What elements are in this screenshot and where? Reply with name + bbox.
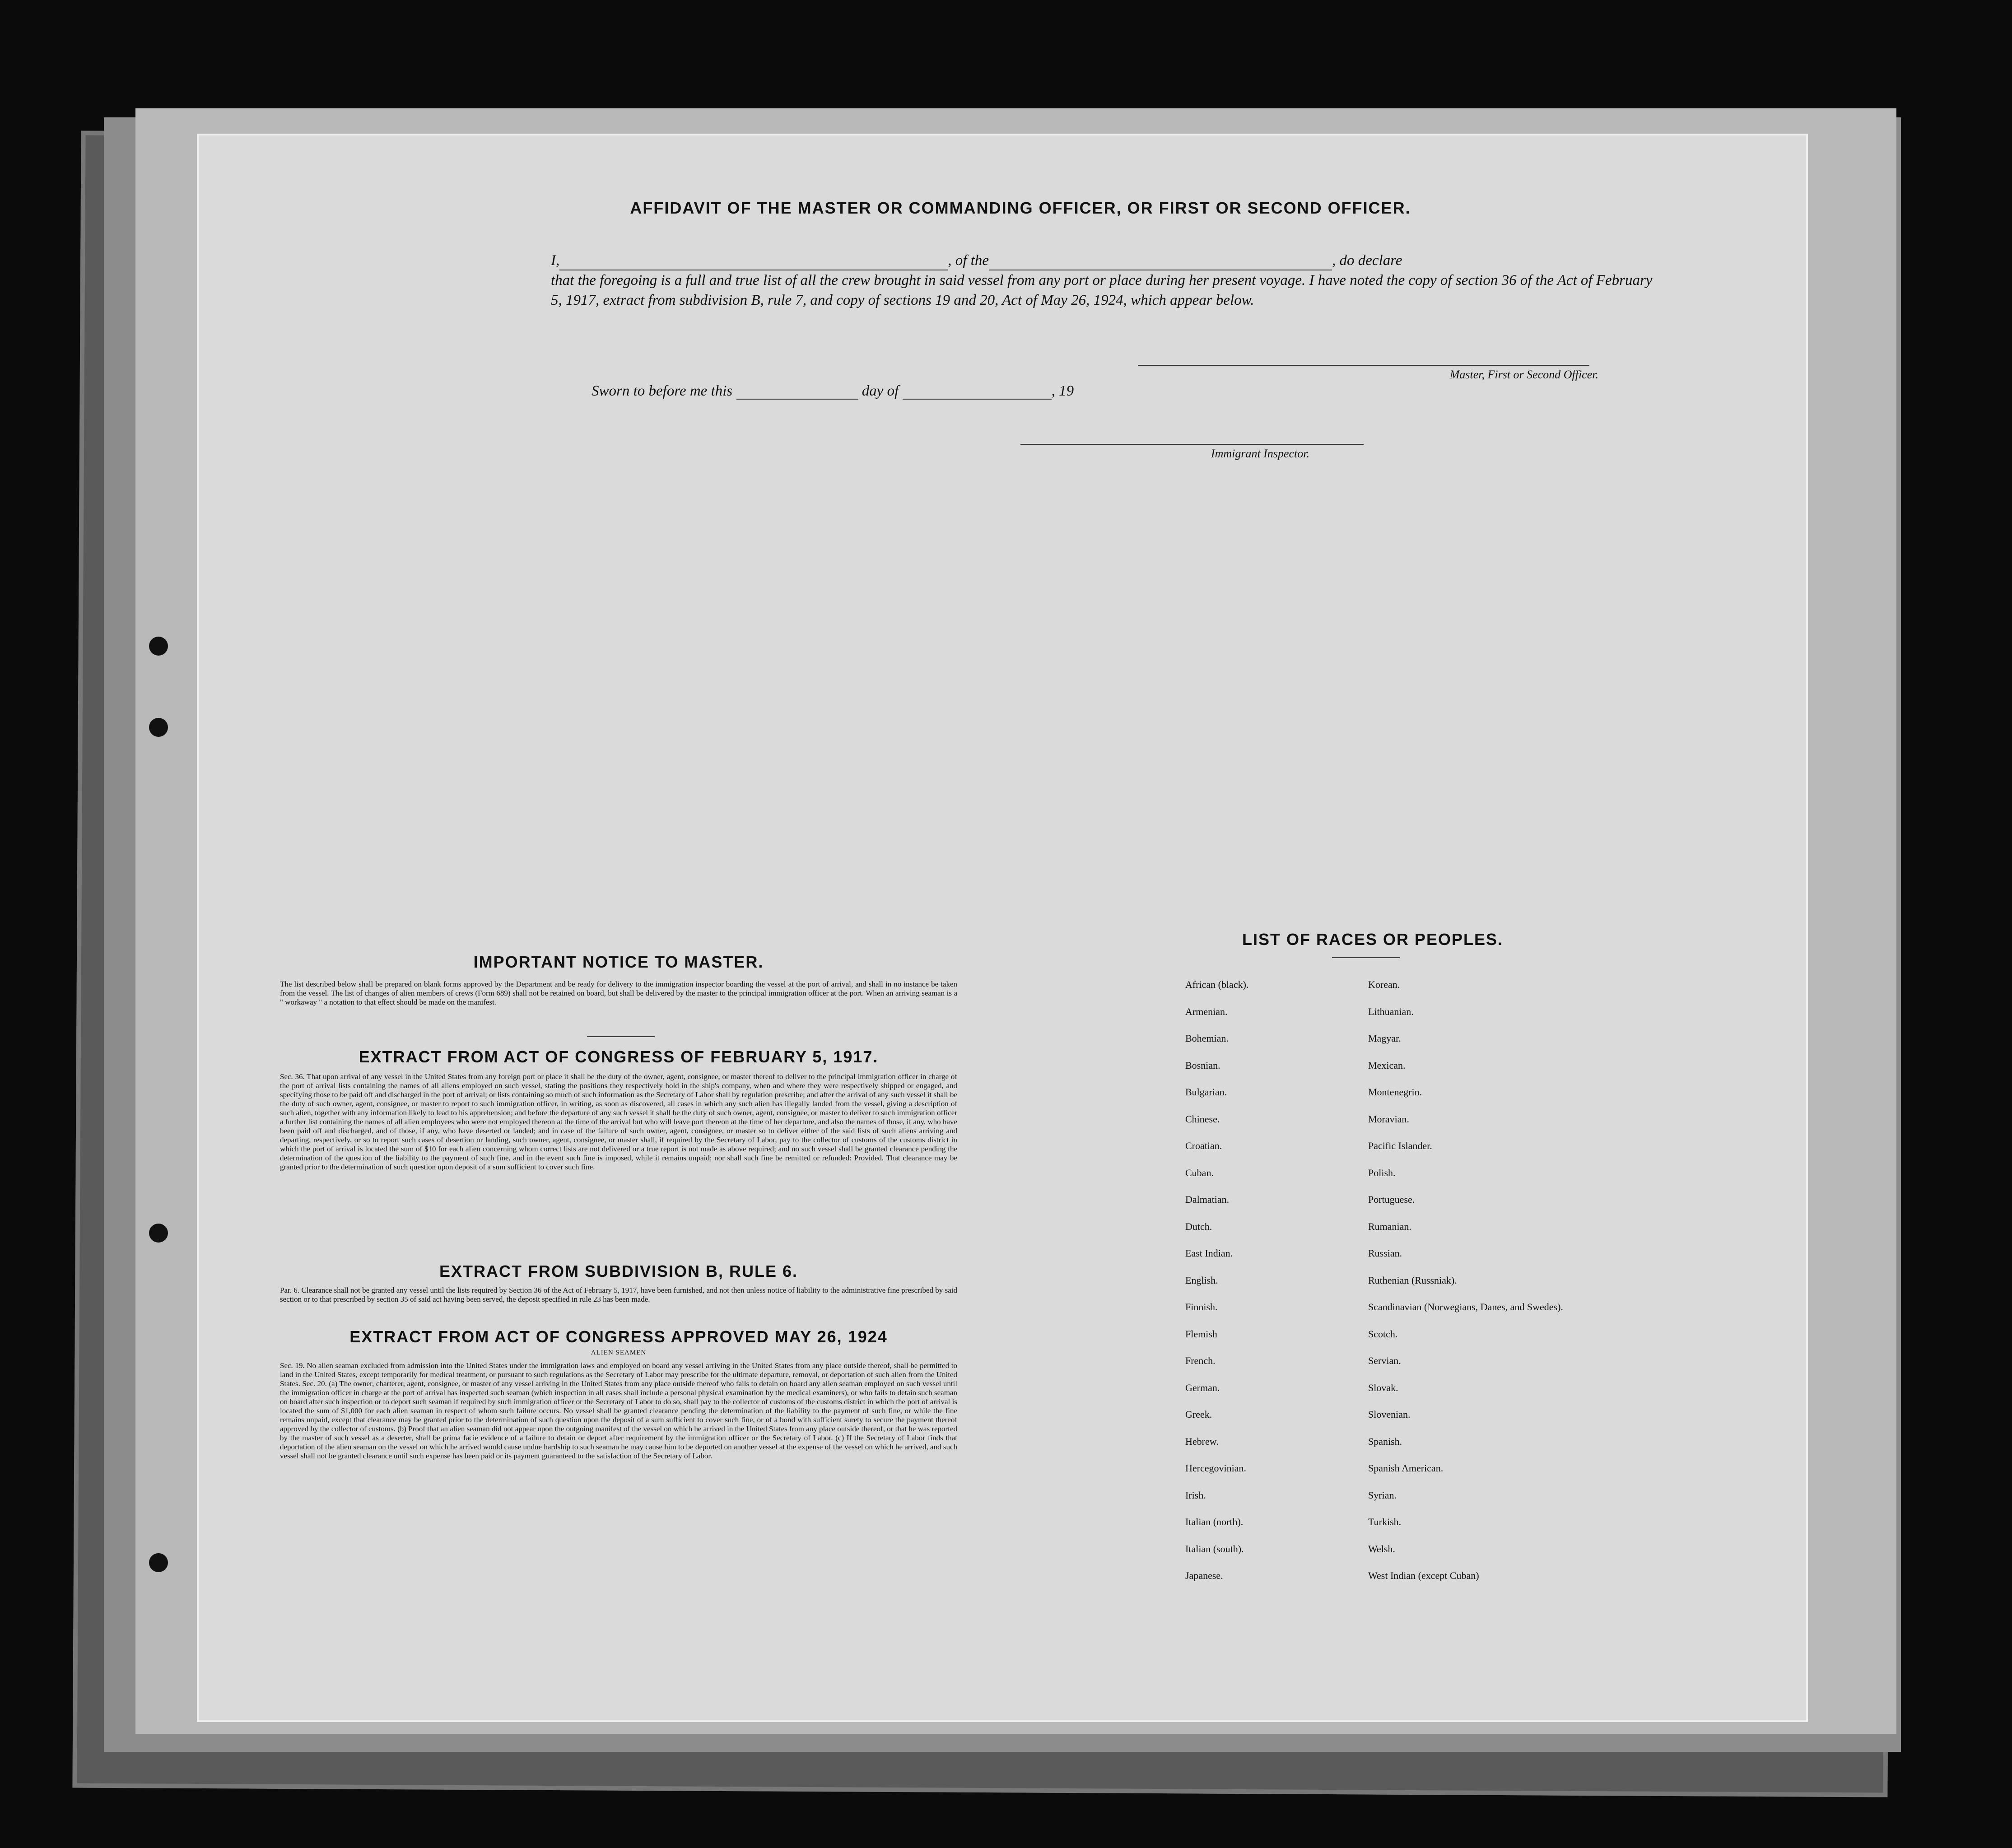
affidavit-body: that the foregoing is a full and true list of all the crew brought in said vessel from any port or place during her present voyage. I have noted the copy of section 36 of the Act of February 5, 1917, extract from subdivision B, rule 7, and copy of sections 19 and 20, Act of May 26, 1924, which appear below. xyxy=(551,272,1653,308)
race-item: Croatian. xyxy=(1185,1140,1222,1151)
inspector-label: Immigrant Inspector. xyxy=(1211,447,1309,460)
race-item: East Indian. xyxy=(1185,1248,1233,1259)
race-item: Moravian. xyxy=(1368,1113,1410,1125)
race-item: Hercegovinian. xyxy=(1185,1462,1246,1474)
affidavit-title: AFFIDAVIT OF THE MASTER OR COMMANDING OFFICER, OR FIRST OR SECOND OFFICER. xyxy=(630,199,1411,217)
race-item: Slovenian. xyxy=(1368,1409,1411,1420)
race-item: Cuban. xyxy=(1185,1167,1214,1178)
race-item: Montenegrin. xyxy=(1368,1086,1422,1098)
race-item: Servian. xyxy=(1368,1355,1401,1366)
race-item: African (black). xyxy=(1185,979,1249,990)
rule-b-body: Par. 6. Clearance shall not be granted any vessel until the lists required by Section 36 of the Act of February 5, 1917, have been furnished, and not then unless notice of liability to the administrative fine prescribed by said section or to that prescribed by section 35 of said act having been served, the deposit specified in rule 23 has been made. xyxy=(280,1286,957,1303)
signature-line[interactable] xyxy=(1138,365,1589,366)
race-item: West Indian (except Cuban) xyxy=(1368,1570,1479,1581)
master-signature-label: Master, First or Second Officer. xyxy=(1449,368,1598,381)
extract-1924-title: EXTRACT FROM ACT OF CONGRESS APPROVED MAY 26, 1924 xyxy=(349,1327,888,1346)
race-item: Japanese. xyxy=(1185,1570,1223,1581)
race-item: Finnish. xyxy=(1185,1301,1218,1313)
race-item: Spanish. xyxy=(1368,1435,1402,1447)
races-column-2 xyxy=(1368,979,1639,1597)
race-item: Greek. xyxy=(1185,1409,1212,1420)
race-item: Turkish. xyxy=(1368,1516,1402,1527)
race-item: English. xyxy=(1185,1274,1218,1286)
affidavit-statement xyxy=(551,251,1653,310)
race-item: Italian (north). xyxy=(1185,1516,1244,1527)
inspector-signature-line[interactable] xyxy=(1020,444,1364,445)
affidavit-declaration-line: I, , of the , do declare xyxy=(551,251,1653,270)
race-item: Russian. xyxy=(1368,1248,1402,1259)
day-blank[interactable] xyxy=(736,399,858,400)
notice-title: IMPORTANT NOTICE TO MASTER. xyxy=(473,953,764,971)
race-item: Polish. xyxy=(1368,1167,1396,1178)
race-item: Irish. xyxy=(1185,1489,1206,1501)
race-item: Hebrew. xyxy=(1185,1435,1219,1447)
race-item: Lithuanian. xyxy=(1368,1005,1414,1017)
extract-1924-subtitle: ALIEN SEAMEN xyxy=(591,1349,647,1356)
extract-1917-title: EXTRACT FROM ACT OF CONGRESS OF FEBRUARY 5, 1917. xyxy=(359,1047,879,1066)
race-item: Korean. xyxy=(1368,979,1400,990)
extract-1917-body: Sec. 36. That upon arrival of any vessel in the United States from any foreign port or place it shall be the duty of the owner, agent, consignee, or master thereof to deliver to the principal immigration officer in charge of the port of arrival lists containing the names of all aliens employed on such vessel, stating the positions they respectively hold in the ship's company, when and where they were respectively shipped or engaged, and specifying those to be paid off and discharged in the port of arrival; or lists containing so much of such information as the Secretary of Labor shall by regulation prescribe; and after the arrival of any such vessel it shall be the duty of such owner, agent, consignee, or master to report to such immigration officer, in writing, as soon as discovered, all cases in which any such alien has illegally landed from the vessel, giving a description of such alien, together with any information likely to lead to his apprehension; and before the departure of any such vessel it shall be the duty of such owner, agent, consignee, or master to deliver to such immigration officer a further list containing the names of all alien employees who were not employed thereon at the time of the arrival but who will leave port thereon at the time of her departure, and also the names of those, if any, who have been paid off and discharged, and of those, if any, who have deserted or landed; and in case of the failure of such owner, agent, consignee, or master so to deliver either of the said lists of such aliens arriving and departing, respectively, or so to report such cases of desertion or landing, such owner, agent, consignee, or master shall, if required by the Secretary of Labor, pay to the collector of customs of the customs district in which the port of arrival is located the sum of $10 for each alien concerning whom correct lists are not delivered or a true report is not made as above required; and no such vessel shall be granted clearance pending the determination of the question of the liability to the payment of such fine, and in the event such fine is imposed, while it remains unpaid; nor shall such fine be remitted or refunded: Provided, That clearance may be granted prior to the determination of such question upon deposit of a sum sufficient to cover such fine. xyxy=(280,1072,957,1171)
punch-hole xyxy=(149,718,168,737)
race-item: Flemish xyxy=(1185,1328,1217,1340)
punch-hole xyxy=(149,1553,168,1572)
race-item: Dutch. xyxy=(1185,1220,1212,1232)
race-item: Bosnian. xyxy=(1185,1059,1220,1071)
race-item: Magyar. xyxy=(1368,1033,1401,1044)
race-item: Portuguese. xyxy=(1368,1194,1415,1205)
race-item: French. xyxy=(1185,1355,1216,1366)
race-item: Spanish American. xyxy=(1368,1462,1444,1474)
notice-body: The list described below shall be prepared on blank forms approved by the Department and be ready for delivery to the immigration inspector boarding the vessel at the port of arrival, and shall in no instance be taken from the vessel. The list of changes of alien members of crews (Form 689) shall not be retained on board, but shall be delivered by the master to the principal immigration officer at the port. When an arriving seaman is a " workaway " a notation to that effect should be made on the manifest. xyxy=(280,980,957,1006)
race-item: Chinese. xyxy=(1185,1113,1220,1125)
sworn-line: Sworn to before me this day of , 19 xyxy=(591,383,1074,399)
rule-b-title: EXTRACT FROM SUBDIVISION B, RULE 6. xyxy=(439,1262,798,1280)
race-item: Bohemian. xyxy=(1185,1033,1229,1044)
race-item: Slovak. xyxy=(1368,1382,1398,1393)
race-item: Welsh. xyxy=(1368,1543,1395,1555)
race-item: Italian (south). xyxy=(1185,1543,1244,1555)
race-item: Rumanian. xyxy=(1368,1220,1411,1232)
race-item: Armenian. xyxy=(1185,1005,1228,1017)
race-item: Ruthenian (Russniak). xyxy=(1368,1274,1457,1286)
race-item: Scandinavian (Norwegians, Danes, and Swedes). xyxy=(1368,1301,1563,1313)
races-title: LIST OF RACES OR PEOPLES. xyxy=(1242,930,1504,949)
race-item: German. xyxy=(1185,1382,1220,1393)
punch-hole xyxy=(149,637,168,656)
extract-1924-body: Sec. 19. No alien seaman excluded from admission into the United States under the immigration laws and employed on board any vessel arriving in the United States from any place outside thereof, shall be permitted to land in the United States, except temporarily for medical treatment, or pursuant to such regulations as the Secretary of Labor may prescribe for the ultimate departure, removal, or deportation of such alien from the United States. Sec. 20. (a) The owner, charterer, agent, consignee, or master of any vessel arriving in the United States from any place outside thereof who fails to detain on board any alien seaman employed on such vessel until the immigration officer in charge at the port of arrival has inspected such seaman (which inspection in all cases shall include a personal physical examination by the medical examiners), or who fails to detain such seaman on board after such inspection or to deport such seaman if required by such immigration officer or the Secretary of Labor to do so, shall pay to the collector of customs of the customs district in which the port of arrival is located the sum of $1,000 for each alien seaman in respect of whom such failure occurs. No vessel shall be granted clearance pending the determination of the liability to the payment of such fine, or while the fine remains unpaid, except that clearance may be granted prior to the determination of such question upon the deposit of a sum sufficient to cover such fine, or of a bond with sufficient surety to secure the payment thereof approved by the collector of customs. (b) Proof that an alien seaman did not appear upon the outgoing manifest of the vessel on which he arrived in the United States from any place outside thereof, or that he was reported by the master of such vessel as a deserter, shall be prima facie evidence of a failure to detain or deport after requirement by the immigration officer or the Secretary of Labor. (c) If the Secretary of Labor finds that deportation of the alien seaman on the vessel on which he arrived would cause undue hardship to such seaman he may cause him to be deported on another vessel at the expense of the vessel on which he arrived, and such vessel shall not be granted clearance until such expense has been paid or its payment guaranteed to the satisfaction of the Secretary of Labor. xyxy=(280,1361,957,1460)
race-item: Scotch. xyxy=(1368,1328,1398,1340)
race-item: Syrian. xyxy=(1368,1489,1397,1501)
month-blank[interactable] xyxy=(903,399,1052,400)
divider xyxy=(1332,957,1400,958)
race-item: Pacific Islander. xyxy=(1368,1140,1432,1151)
race-item: Bulgarian. xyxy=(1185,1086,1227,1098)
race-item: Dalmatian. xyxy=(1185,1194,1230,1205)
document-page xyxy=(199,135,1806,1720)
divider xyxy=(587,1036,655,1037)
race-item: Mexican. xyxy=(1368,1059,1406,1071)
punch-hole xyxy=(149,1224,168,1243)
